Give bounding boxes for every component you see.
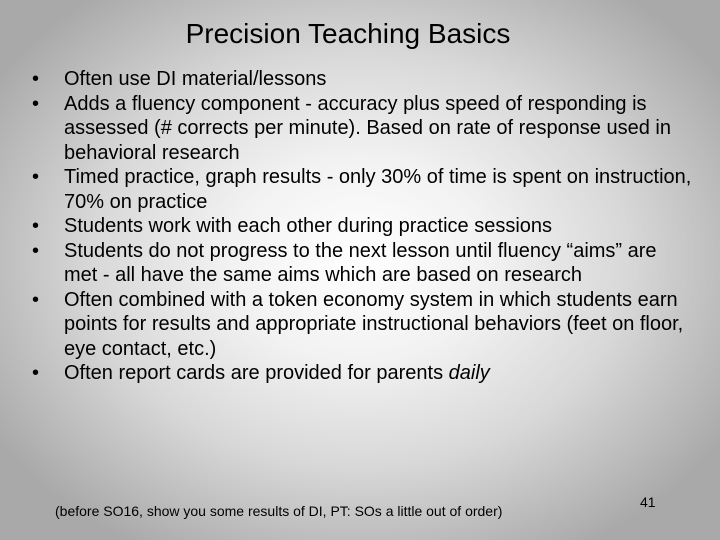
bullet-text: Often report cards are provided for parents [64, 362, 449, 384]
bullet-marker: • [32, 166, 40, 188]
slide-title: Precision Teaching Basics [185, 18, 511, 49]
bullet-text: Students do not progress to the next lesson until fluency “aims” are met - all have the same aims which are based on research [64, 239, 657, 286]
bullet-text: Adds a fluency component - accuracy plus speed of responding is assessed (# corrects per minute). Based on rate of response used in behavioral research [64, 92, 671, 164]
bullet-item [32, 361, 692, 386]
bullet-marker: • [32, 239, 40, 262]
bullet-list [32, 67, 692, 386]
bullet-marker: • [32, 362, 40, 384]
bullet-item [32, 288, 692, 362]
page-number: 41 [640, 494, 656, 510]
bullet-marker: • [32, 288, 40, 311]
bullet-marker: • [32, 68, 40, 90]
bullet-item [32, 92, 692, 166]
bullet-emphasis: daily [448, 362, 490, 384]
bullet-item [32, 239, 692, 288]
footnote: (before SO16, show you some results of DI, PT: SOs a little out of order) [55, 503, 503, 519]
bullet-text: Often use DI material/lessons [64, 68, 327, 90]
bullet-text: Often combined with a token economy system in which students earn points for results and appropriate instructional behaviors (feet on floor, eye contact, etc.) [64, 288, 684, 360]
bullet-item [32, 67, 692, 92]
bullet-text: Timed practice, graph results - only 30% of time is spent on instruction, 70% on practice [64, 166, 692, 213]
bullet-item [32, 214, 692, 239]
bullet-marker: • [32, 92, 40, 115]
bullet-text: Students work with each other during practice sessions [64, 215, 553, 237]
bullet-marker: • [32, 215, 40, 237]
bullet-item [32, 165, 692, 214]
